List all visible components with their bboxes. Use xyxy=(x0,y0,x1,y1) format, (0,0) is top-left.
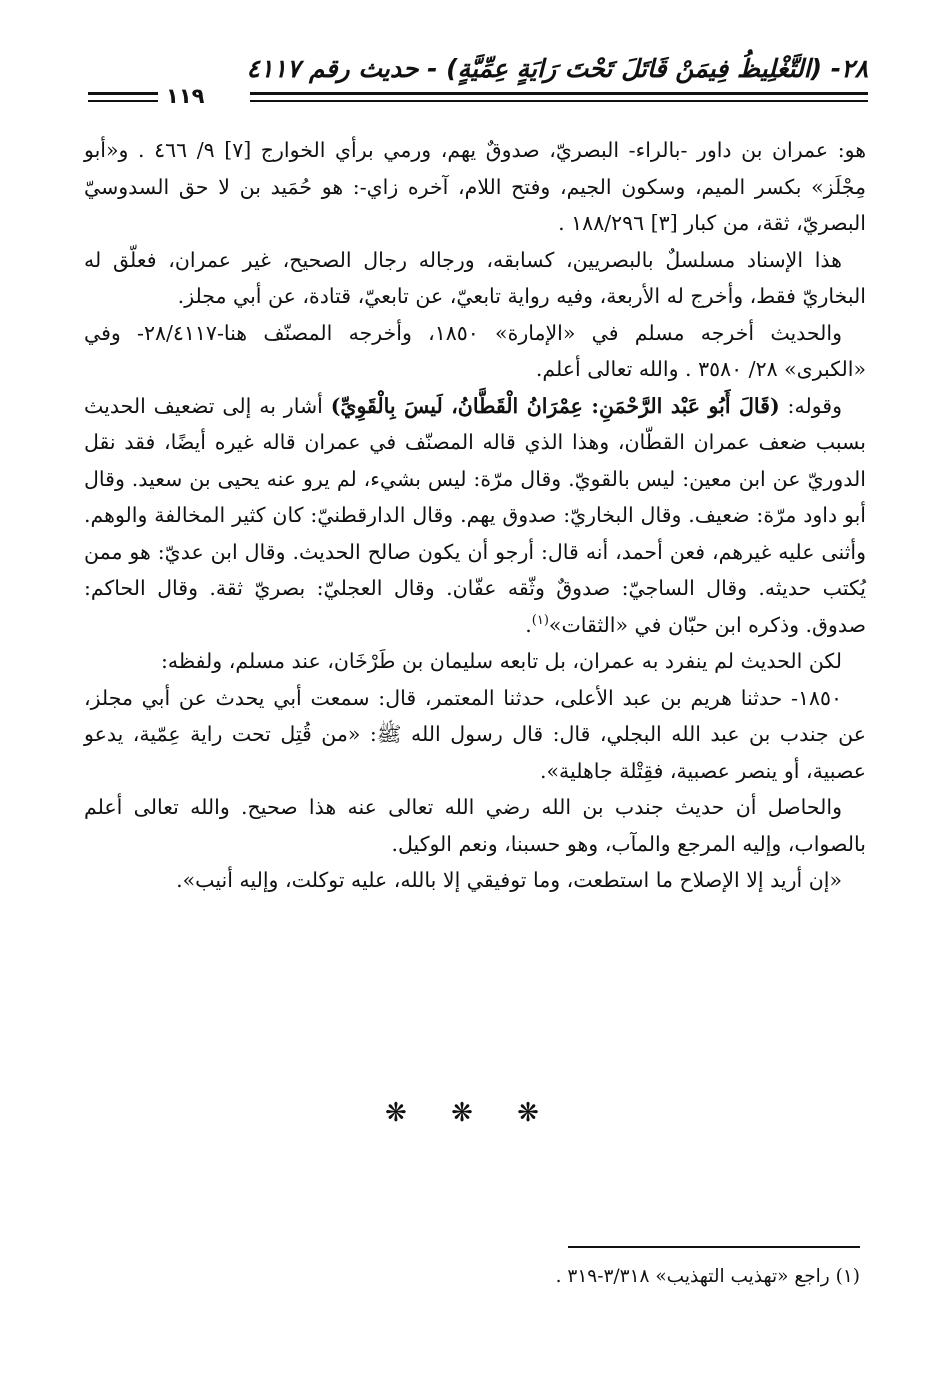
commentary-text: أشار به إلى تضعيف الحديث بسبب ضعف عمران القطّان، وهذا الذي قاله المصنّف في عمران قاله غيره أيضًا، فقد نقل الدوريّ عن ابن معين: ليس بالقويّ. وقال مرّة: ليس بشيء، لم يرو عنه يحيى بن سعيد. وقال أبو داود مرّة: ضعيف. وقال البخاريّ: صدوق يهم. وقال الدارقطنيّ: كان كثير المخالفة والوهم. وأثنى عليه غيرهم، فعن أحمد، أنه قال: أرجو أن يكون صالح الحديث. وقال ابن عديّ: هو ممن يُكتب حديثه. وقال الساجيّ: صدوقٌ وثّقه عفّان. وقال العجليّ: بصريّ ثقة. وقال الحاكم: صدوق. وذكره ابن حبّان في «الثقات» xyxy=(84,393,866,637)
header-rule-bottom xyxy=(250,100,868,102)
footnote-separator xyxy=(568,1246,860,1248)
header-title: ٢٨- (التَّغْلِيظُ فِيمَنْ قَاتَلَ تَحْتَ رَايَةٍ عِمِّيَّةٍ) - حديث رقم ٤١١٧ xyxy=(246,54,868,83)
paragraph-commentary: وقوله: (قَالَ أَبُو عَبْد الرَّحْمَنِ: عِمْرَانُ الْقَطَّانُ، لَيسَ بِالْقَوِيِّ) أشار به إلى تضعيف الحديث بسبب ضعف عمران القطّان، وهذا الذي قاله المصنّف في عمران قاله غيره أيضًا، فقد نقل الدوريّ عن ابن معين: ليس بالقويّ. وقال مرّة: ليس بشيء، لم يرو عنه يحيى بن سعيد. وقال أبو داود مرّة: ضعيف. وقال البخاريّ: صدوق يهم. وقال الدارقطنيّ: كان كثير المخالفة والوهم. وأثنى عليه غيرهم، فعن أحمد، أنه قال: أرجو أن يكون صالح الحديث. وقال ابن عديّ: هو ممن يُكتب حديثه. وقال الساجيّ: صدوقٌ وثّقه عفّان. وقال العجليّ: بصريّ ثقة. وقال الحاكم: صدوق. وذكره ابن حبّان في «الثقات»$^{(١)}$. xyxy=(84,393,866,637)
footnote: (١) راجع «تهذيب التهذيب» ٣/٣١٨-٣١٩ . xyxy=(555,1266,860,1287)
page-number: ١١٩ xyxy=(166,84,205,108)
paragraph-narrator-bio: هو: عمران بن داور -بالراء- البصريّ، صدوقٌ يهم، ورمي برأي الخوارج [٧] ٩/ ٤٦٦ . و«أبو مِجْلَز» بكسر الميم، وسكون الجيم، وفتح اللام، آخره زاي-: هو حُمَيد بن لا حق السدوسيّ البصريّ، ثقة، من كبار [٣] ١٨٨/٢٩٦ . xyxy=(84,138,867,235)
paragraph-isnad: هذا الإسناد مسلسلٌ بالبصريين، كسابقه، ورجاله رجال الصحيح، غير عمران، فعلّق له البخاريّ فقط، وأخرج له الأربعة، وفيه رواية تابعيّ، عن تابعيّ، قتادة، عن أبي مجلز. xyxy=(84,247,866,308)
quoted-statement: (قَالَ أَبُو عَبْد الرَّحْمَنِ: عِمْرَانُ الْقَطَّانُ، لَيسَ بِالْقَوِيِّ) xyxy=(330,393,780,418)
paragraph-mutaba: لكن الحديث لم ينفرد به عمران، بل تابعه سليمان بن طَرْخَان، عند مسلم، ولفظه: xyxy=(160,649,842,673)
header-rule-left-top xyxy=(88,92,158,95)
paragraph-takhrij: والحديث أخرجه مسلم في «الإمارة» ١٨٥٠، وأخرجه المصنّف هنا-٢٨/٤١١٧- وفي «الكبرى» ٢٨/ ٣٥٨٠ . والله تعالى أعلم. xyxy=(84,320,866,381)
paragraph-muslim-hadith: ١٨٥٠- حدثنا هريم بن عبد الأعلى، حدثنا المعتمر، قال: سمعت أبي يحدث عن أبي مجلز، عن جندب بن عبد الله البجلي، قال: قال رسول الله ﷺ: «من قُتِل تحت راية عِمّية، يدعو عصبية، أو ينصر عصبية، فقِتْلة جاهلية». xyxy=(84,685,866,783)
header-rule-left-bottom xyxy=(88,100,158,102)
qawl-intro: وقوله: xyxy=(787,393,842,418)
paragraph-conclusion: والحاصل أن حديث جندب بن الله رضي الله تعالى عنه هذا صحيح. والله تعالى أعلم بالصواب، وإليه المرجع والمآب، وهو حسبنا، ونعم الوكيل. xyxy=(84,795,866,856)
main-text xyxy=(84,132,866,899)
section-ornament: ❋ ❋ ❋ xyxy=(385,1098,557,1128)
running-header xyxy=(88,48,868,118)
header-rule-top xyxy=(250,92,868,95)
footnote-marker[interactable]: (١) xyxy=(531,612,549,628)
paragraph-closing-verse: «إن أريد إلا الإصلاح ما استطعت، وما توفيقي إلا بالله، عليه توكلت، وإليه أنيب». xyxy=(176,868,842,892)
